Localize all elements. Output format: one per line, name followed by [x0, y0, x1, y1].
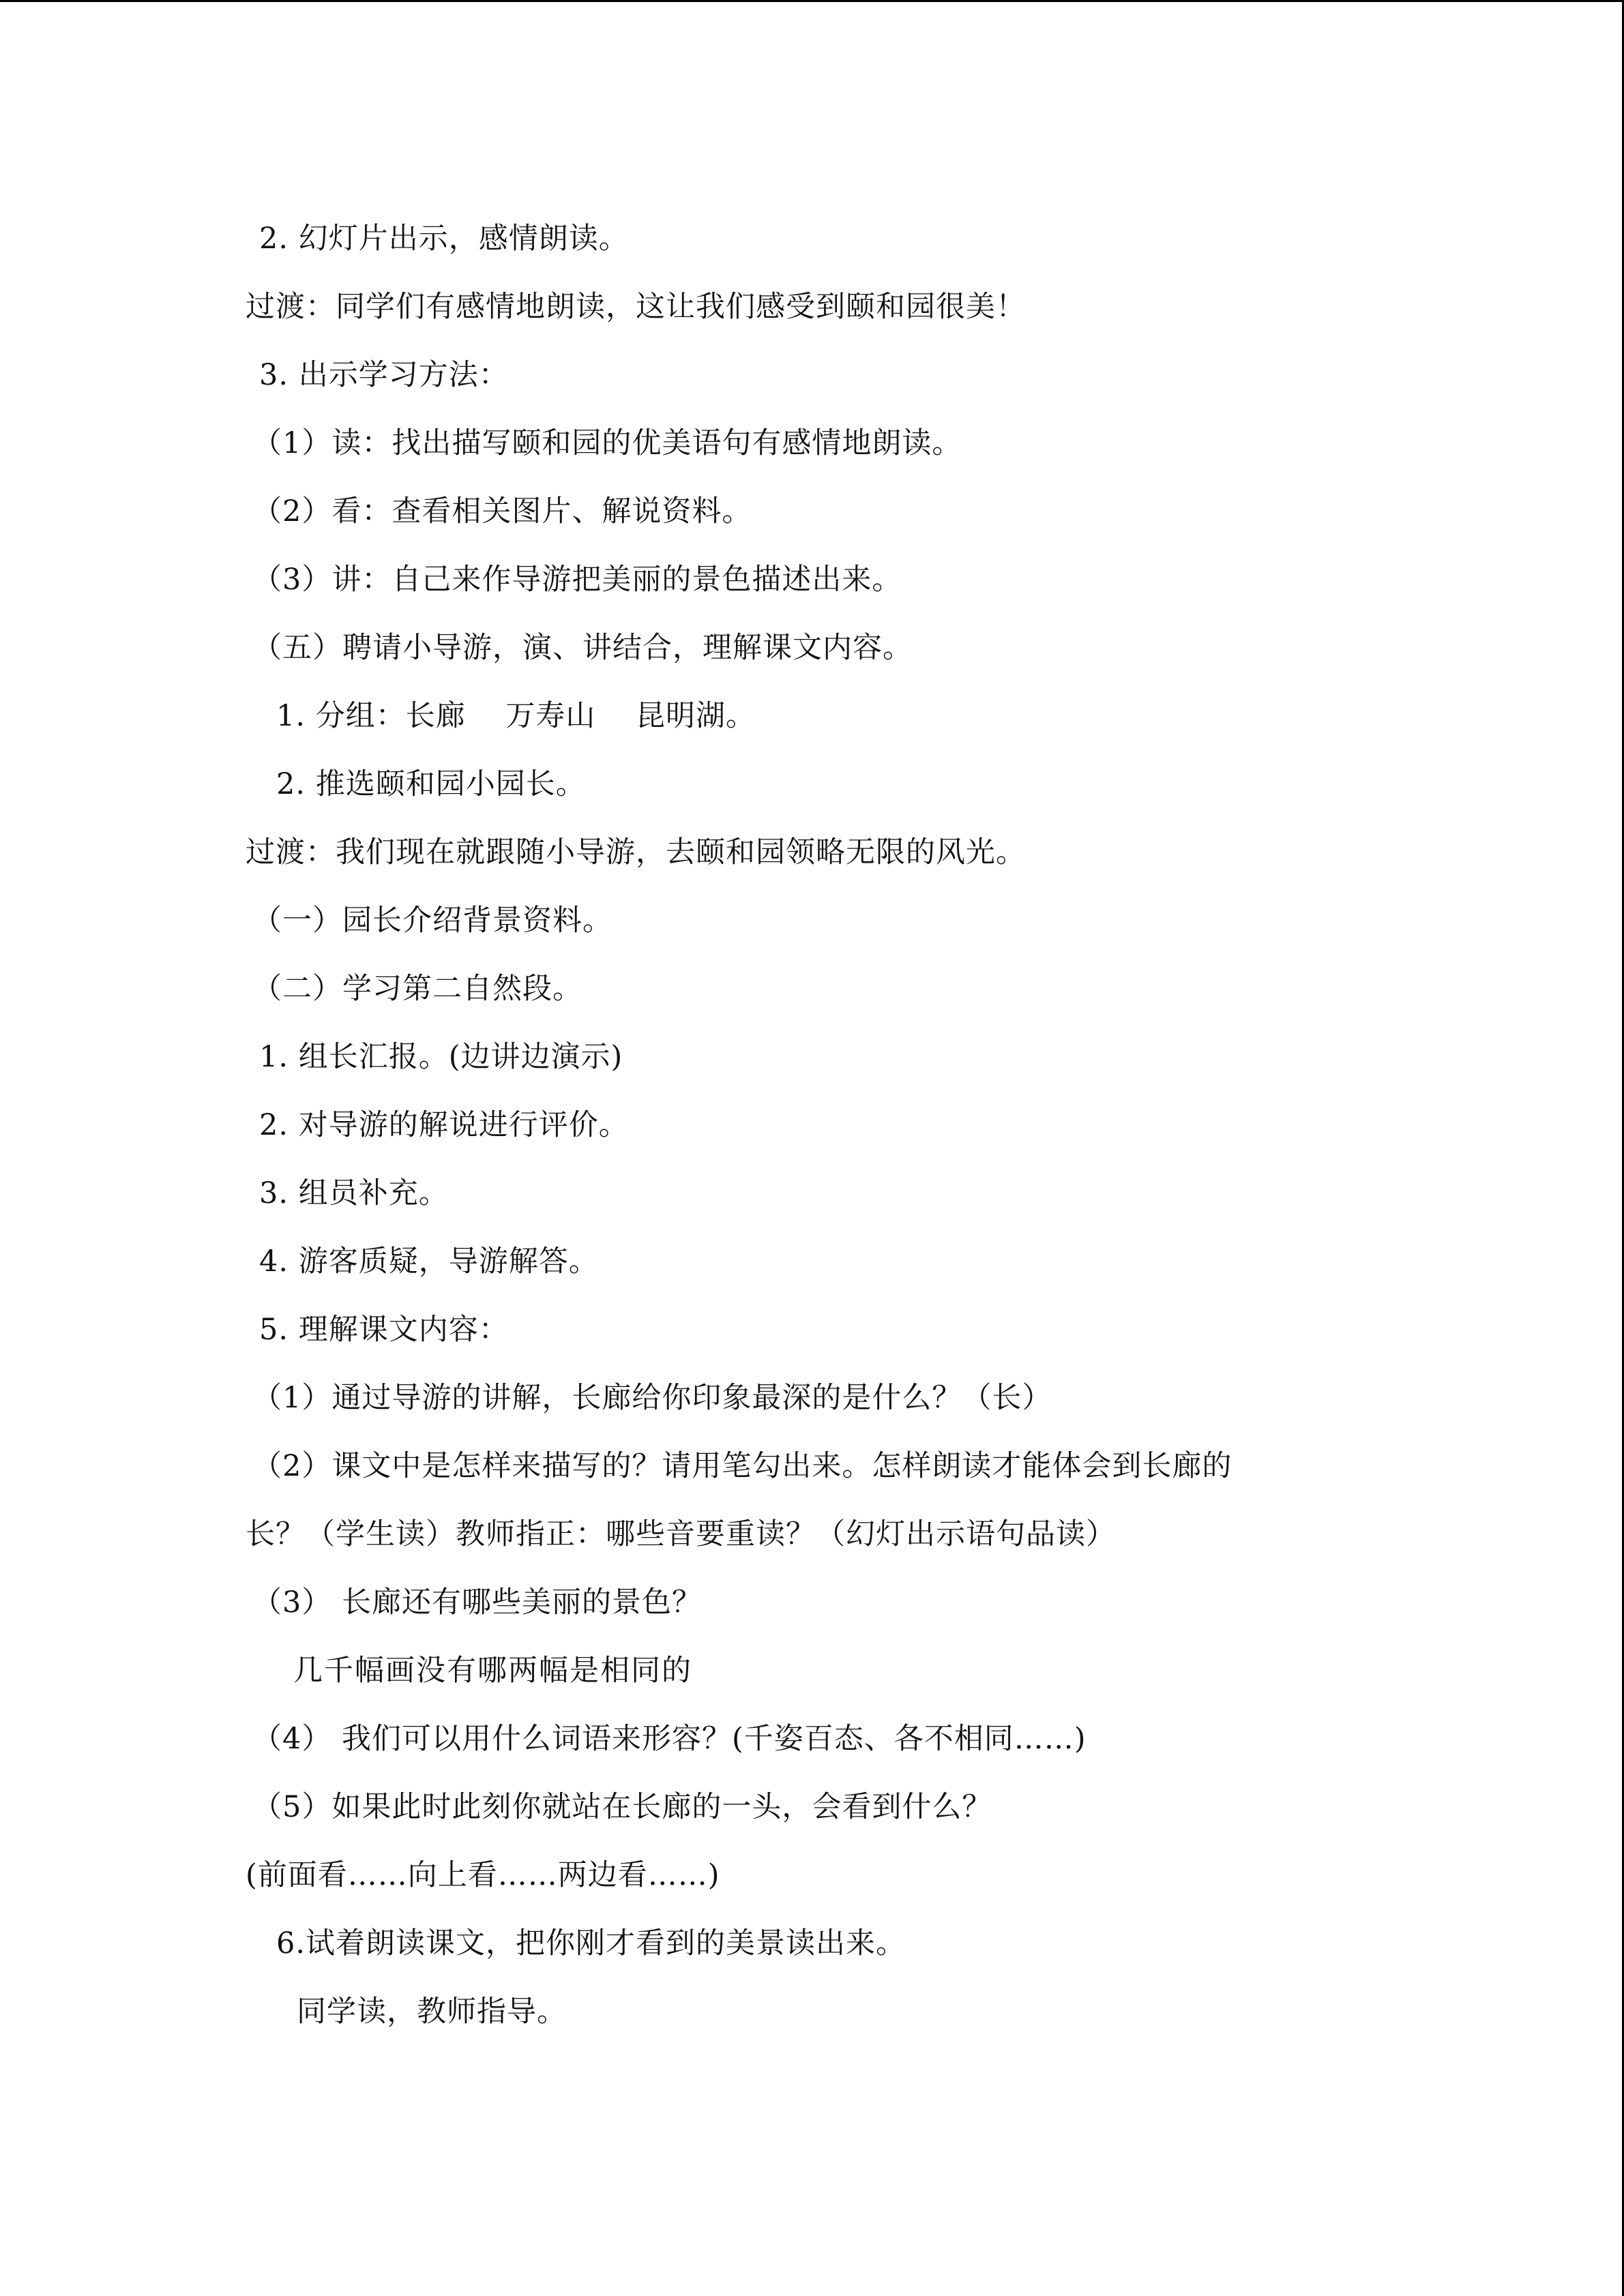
text-line: 过渡：同学们有感情地朗读，这让我们感受到颐和园很美！: [246, 290, 1026, 324]
text-line: （五）聘请小导游，演、讲结合，理解课文内容。: [252, 631, 913, 665]
text-line: 3. 组员补充。: [259, 1176, 449, 1210]
text-line: 5. 理解课文内容：: [259, 1313, 509, 1347]
text-line: （5）如果此时此刻你就站在长廊的一头，会看到什么？: [252, 1790, 992, 1824]
text-line: 1. 分组：长廊 万寿山 昆明湖。: [276, 699, 756, 733]
text-line: 同学读，教师指导。: [297, 1995, 567, 2029]
text-line: （1）读：找出描写颐和园的优美语句有感情地朗读。: [252, 426, 962, 460]
text-line: (前面看……向上看……两边看……): [246, 1858, 720, 1892]
text-line: （3）讲：自己来作导游把美丽的景色描述出来。: [252, 563, 902, 597]
text-line: 1. 组长汇报。(边讲边演示): [259, 1040, 623, 1074]
text-line: 4. 游客质疑，导游解答。: [259, 1244, 599, 1279]
text-line: （一）园长介绍背景资料。: [252, 904, 612, 938]
text-line: （2）看：查看相关图片、解说资料。: [252, 494, 752, 528]
text-line: 2. 推选颐和园小园长。: [276, 767, 586, 801]
text-line: （4） 我们可以用什么词语来形容？(千姿百态、各不相同……): [252, 1722, 1087, 1756]
text-line: （3） 长廊还有哪些美丽的景色？: [252, 1585, 703, 1620]
text-line: 3. 出示学习方法：: [259, 358, 509, 392]
text-line: （2）课文中是怎样来描写的？请用笔勾出来。怎样朗读才能体会到长廊的: [252, 1449, 1232, 1483]
text-line: （1）通过导游的讲解，长廊给你印象最深的是什么？（长）: [252, 1381, 1052, 1415]
text-line: 过渡：我们现在就跟随小导游，去颐和园领略无限的风光。: [246, 835, 1026, 869]
text-line: 几千幅画没有哪两幅是相同的: [293, 1654, 692, 1688]
text-line: （二）学习第二自然段。: [252, 972, 582, 1006]
text-line: 2. 幻灯片出示，感情朗读。: [259, 222, 629, 256]
text-line: 长？（学生读）教师指正：哪些音要重读？（幻灯出示语句品读）: [246, 1517, 1116, 1551]
text-line: 6.试着朗读课文，把你刚才看到的美景读出来。: [276, 1926, 906, 1960]
text-line: 2. 对导游的解说进行评价。: [259, 1108, 629, 1142]
